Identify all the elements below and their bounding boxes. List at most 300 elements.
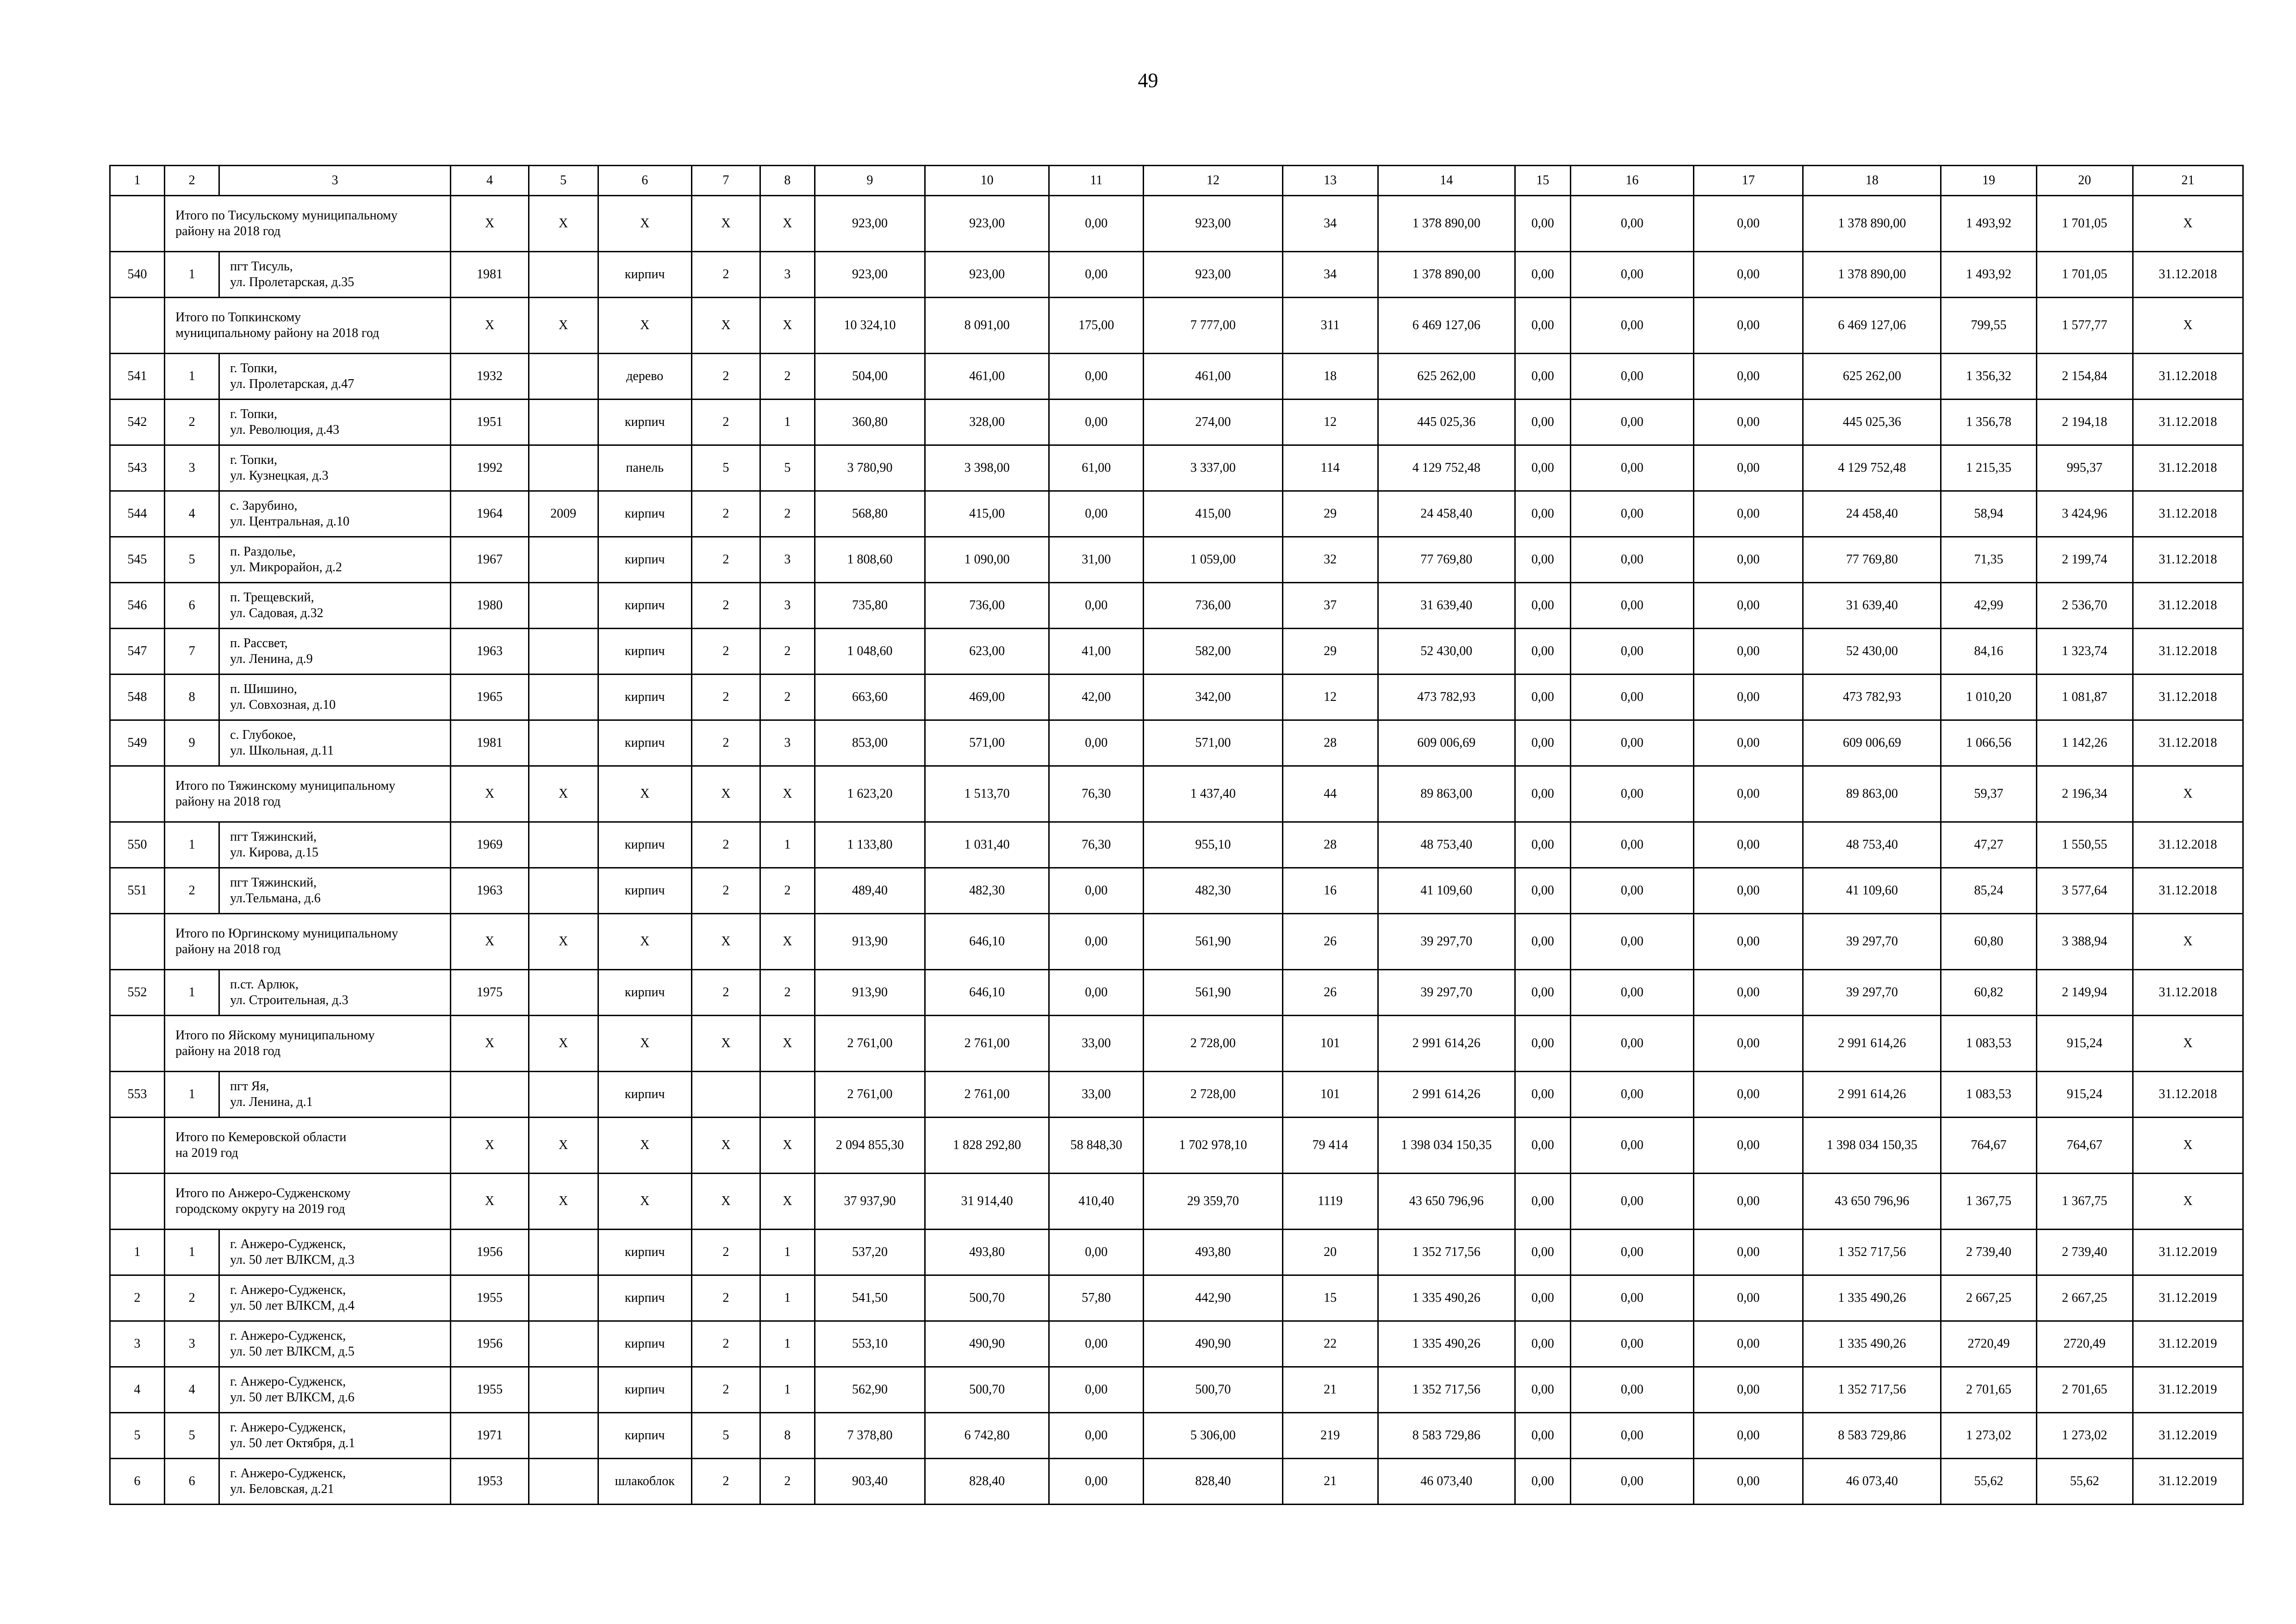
table-cell (760, 1072, 815, 1118)
table-cell: 77 769,80 (1378, 537, 1515, 583)
table-cell: 0,00 (1515, 298, 1570, 354)
table-cell: X (760, 1174, 815, 1230)
table-cell (529, 1413, 598, 1459)
table-cell: кирпич (598, 868, 691, 914)
table-cell: 1 356,78 (1941, 400, 2036, 445)
table-cell: 46 073,40 (1803, 1459, 1941, 1505)
table-cell: 58 848,30 (1049, 1118, 1144, 1174)
table-cell: X (451, 298, 529, 354)
table-cell: 1 059,00 (1144, 537, 1282, 583)
table-cell: 0,00 (1694, 1174, 1803, 1230)
row-number-cell: 550 (110, 822, 165, 868)
table-cell: 0,00 (1570, 1275, 1693, 1321)
table-cell: X (760, 1118, 815, 1174)
table-row (110, 400, 2243, 445)
table-cell: 541,50 (815, 1275, 925, 1321)
local-number-cell: 1 (165, 822, 219, 868)
table-cell: 2 536,70 (2036, 583, 2133, 629)
table-cell: 31.12.2018 (2133, 675, 2243, 720)
table-cell: 0,00 (1694, 1459, 1803, 1505)
table-cell: 2 (691, 675, 760, 720)
table-cell: 561,90 (1144, 914, 1282, 970)
table-cell: 2 701,65 (2036, 1367, 2133, 1413)
table-cell: 274,00 (1144, 400, 1282, 445)
subtotal-row (110, 196, 2243, 252)
column-number-header: 18 (1803, 166, 1941, 196)
table-cell: 2 667,25 (2036, 1275, 2133, 1321)
table-cell: 0,00 (1515, 583, 1570, 629)
table-cell: 12 (1282, 675, 1378, 720)
table-cell: 1 142,26 (2036, 720, 2133, 766)
table-cell: X (529, 914, 598, 970)
table-cell: X (691, 1174, 760, 1230)
table-cell: 1 323,74 (2036, 629, 2133, 675)
table-cell: 0,00 (1515, 1016, 1570, 1072)
table-cell: 0,00 (1570, 491, 1693, 537)
table-cell: 3 337,00 (1144, 445, 1282, 491)
table-cell: шлакоблок (598, 1459, 691, 1505)
table-cell: 0,00 (1515, 1459, 1570, 1505)
address-cell: с. Глубокое, ул. Школьная, д.11 (219, 720, 451, 766)
table-cell: кирпич (598, 1413, 691, 1459)
subtotal-row (110, 766, 2243, 822)
table-cell: 0,00 (1515, 629, 1570, 675)
table-cell: 1 273,02 (1941, 1413, 2036, 1459)
column-number-header: 5 (529, 166, 598, 196)
row-number-cell (110, 1016, 165, 1072)
table-cell: 1 623,20 (815, 766, 925, 822)
table-cell: 8 (760, 1413, 815, 1459)
row-number-cell: 2 (110, 1275, 165, 1321)
table-cell: 1 081,87 (2036, 675, 2133, 720)
table-cell: 57,80 (1049, 1275, 1144, 1321)
table-row (110, 1459, 2243, 1505)
table-cell: 1 352 717,56 (1378, 1230, 1515, 1275)
table-cell: 34 (1282, 196, 1378, 252)
table-cell: 571,00 (925, 720, 1049, 766)
table-cell: X (451, 766, 529, 822)
table-cell: 0,00 (1694, 766, 1803, 822)
table-cell: 482,30 (925, 868, 1049, 914)
table-cell: 31.12.2018 (2133, 445, 2243, 491)
table-cell: 59,37 (1941, 766, 2036, 822)
table-cell: 0,00 (1570, 868, 1693, 914)
table-cell: 360,80 (815, 400, 925, 445)
table-cell: кирпич (598, 400, 691, 445)
table-cell: 736,00 (1144, 583, 1282, 629)
table-cell: 31.12.2019 (2133, 1413, 2243, 1459)
table-row (110, 1367, 2243, 1413)
table-cell: X (691, 914, 760, 970)
table-cell: 31.12.2019 (2133, 1367, 2243, 1413)
address-cell: п. Трещевский, ул. Садовая, д.32 (219, 583, 451, 629)
table-cell: 1 335 490,26 (1803, 1275, 1941, 1321)
table-cell: 60,80 (1941, 914, 2036, 970)
table-cell: 2 991 614,26 (1803, 1072, 1941, 1118)
table-cell: 79 414 (1282, 1118, 1378, 1174)
row-number-cell: 547 (110, 629, 165, 675)
table-cell: 493,80 (925, 1230, 1049, 1275)
local-number-cell: 6 (165, 1459, 219, 1505)
table-cell: 1955 (451, 1275, 529, 1321)
local-number-cell: 1 (165, 970, 219, 1016)
table-cell: 0,00 (1515, 1413, 1570, 1459)
table-cell: 31,00 (1049, 537, 1144, 583)
table-cell: 0,00 (1570, 970, 1693, 1016)
table-cell: 0,00 (1515, 868, 1570, 914)
table-cell: 0,00 (1694, 252, 1803, 298)
table-cell: дерево (598, 354, 691, 400)
table-cell: 2 991 614,26 (1378, 1016, 1515, 1072)
table-cell: 1 367,75 (2036, 1174, 2133, 1230)
table-cell: X (760, 914, 815, 970)
table-cell: 1 378 890,00 (1803, 252, 1941, 298)
table-cell: 7 777,00 (1144, 298, 1282, 354)
subtotal-row (110, 1016, 2243, 1072)
subtotal-label: Итого по Яйскому муниципальному району на 2018 год (165, 1016, 451, 1072)
table-cell: 537,20 (815, 1230, 925, 1275)
table-cell: 0,00 (1694, 720, 1803, 766)
table-row (110, 675, 2243, 720)
table-cell: 646,10 (925, 914, 1049, 970)
table-cell: 21 (1282, 1367, 1378, 1413)
table-cell: 2 (691, 537, 760, 583)
table-cell: 55,62 (1941, 1459, 2036, 1505)
local-number-cell: 4 (165, 491, 219, 537)
table-cell: X (2133, 196, 2243, 252)
column-number-header: 20 (2036, 166, 2133, 196)
table-cell: 663,60 (815, 675, 925, 720)
column-number-header: 17 (1694, 166, 1803, 196)
table-cell: кирпич (598, 1230, 691, 1275)
table-cell: 28 (1282, 822, 1378, 868)
table-cell: 0,00 (1515, 1321, 1570, 1367)
table-cell: кирпич (598, 1367, 691, 1413)
table-cell: 2 (760, 868, 815, 914)
table-cell: 0,00 (1694, 1072, 1803, 1118)
table-cell: X (760, 1016, 815, 1072)
table-cell: 1 273,02 (2036, 1413, 2133, 1459)
table-cell: 20 (1282, 1230, 1378, 1275)
table-cell: 1963 (451, 868, 529, 914)
table-cell: 0,00 (1049, 868, 1144, 914)
table-cell: 0,00 (1694, 822, 1803, 868)
column-number-header: 4 (451, 166, 529, 196)
table-cell: 1 335 490,26 (1803, 1321, 1941, 1367)
table-cell: X (529, 196, 598, 252)
table-cell: 3 388,94 (2036, 914, 2133, 970)
local-number-cell: 1 (165, 252, 219, 298)
table-cell: 582,00 (1144, 629, 1282, 675)
table-cell: кирпич (598, 629, 691, 675)
table-cell: 31 639,40 (1803, 583, 1941, 629)
table-cell: 31.12.2019 (2133, 1230, 2243, 1275)
table-cell: 1 (760, 1275, 815, 1321)
table-cell: 2009 (529, 491, 598, 537)
table-cell: X (451, 914, 529, 970)
local-number-cell: 7 (165, 629, 219, 675)
row-number-cell (110, 766, 165, 822)
row-number-cell: 5 (110, 1413, 165, 1459)
table-cell: 58,94 (1941, 491, 2036, 537)
table-cell: 29 (1282, 629, 1378, 675)
table-cell: 24 458,40 (1378, 491, 1515, 537)
table-cell: 48 753,40 (1803, 822, 1941, 868)
table-cell: 2 094 855,30 (815, 1118, 925, 1174)
table-cell: 799,55 (1941, 298, 2036, 354)
table-cell: 1 083,53 (1941, 1072, 2036, 1118)
table-cell: 923,00 (815, 196, 925, 252)
table-cell: 31 639,40 (1378, 583, 1515, 629)
table-cell: 0,00 (1515, 1072, 1570, 1118)
table-cell: 0,00 (1694, 445, 1803, 491)
table-cell: кирпич (598, 1321, 691, 1367)
table-cell: 490,90 (925, 1321, 1049, 1367)
table-cell (691, 1072, 760, 1118)
table-cell: 0,00 (1694, 868, 1803, 914)
table-cell: 2 (760, 354, 815, 400)
table-cell: 482,30 (1144, 868, 1282, 914)
column-number-header: 8 (760, 166, 815, 196)
table-cell: 489,40 (815, 868, 925, 914)
table-cell (529, 1459, 598, 1505)
table-cell: X (598, 1118, 691, 1174)
table-cell: 0,00 (1570, 354, 1693, 400)
table-cell: 1 378 890,00 (1378, 196, 1515, 252)
table-cell: X (451, 1016, 529, 1072)
table-cell: X (598, 1174, 691, 1230)
table-cell (529, 354, 598, 400)
table-cell: 0,00 (1049, 491, 1144, 537)
table-cell: 3 577,64 (2036, 868, 2133, 914)
table-cell: 461,00 (925, 354, 1049, 400)
table-cell: X (598, 298, 691, 354)
table-row (110, 537, 2243, 583)
table-cell: 0,00 (1049, 400, 1144, 445)
table-cell: 913,90 (815, 970, 925, 1016)
table-cell: 10 324,10 (815, 298, 925, 354)
table-cell: X (691, 1016, 760, 1072)
table-cell: 1 066,56 (1941, 720, 2036, 766)
table-cell: 1956 (451, 1321, 529, 1367)
address-cell: г. Анжеро-Судженск, ул. 50 лет ВЛКСМ, д.5 (219, 1321, 451, 1367)
table-cell: 0,00 (1694, 583, 1803, 629)
column-number-header: 1 (110, 166, 165, 196)
table-cell: 3 780,90 (815, 445, 925, 491)
table-cell: 0,00 (1570, 196, 1693, 252)
table-cell: 915,24 (2036, 1016, 2133, 1072)
table-cell (529, 400, 598, 445)
table-cell: 0,00 (1049, 1413, 1144, 1459)
column-number-header: 11 (1049, 166, 1144, 196)
table-cell: X (2133, 1174, 2243, 1230)
table-cell: 0,00 (1515, 400, 1570, 445)
table-cell: 42,00 (1049, 675, 1144, 720)
table-cell: 2 199,74 (2036, 537, 2133, 583)
subtotal-row (110, 914, 2243, 970)
table-cell: 0,00 (1570, 583, 1693, 629)
table-cell: 52 430,00 (1378, 629, 1515, 675)
table-cell: 1 577,77 (2036, 298, 2133, 354)
table-cell: X (598, 914, 691, 970)
table-cell: 2 (691, 1275, 760, 1321)
table-cell: X (529, 1174, 598, 1230)
table-row (110, 868, 2243, 914)
table-cell: 623,00 (925, 629, 1049, 675)
table-row (110, 1230, 2243, 1275)
table-cell: 1 090,00 (925, 537, 1049, 583)
table-cell: 1 133,80 (815, 822, 925, 868)
table-cell: 0,00 (1694, 1321, 1803, 1367)
table-cell: 31.12.2019 (2133, 1459, 2243, 1505)
table-cell: 3 (760, 537, 815, 583)
table-cell: кирпич (598, 822, 691, 868)
table-cell: X (691, 766, 760, 822)
table-cell: 47,27 (1941, 822, 2036, 868)
row-number-cell: 545 (110, 537, 165, 583)
table-cell: 15 (1282, 1275, 1378, 1321)
table-cell: 39 297,70 (1803, 914, 1941, 970)
table-cell: 490,90 (1144, 1321, 1282, 1367)
table-cell: 76,30 (1049, 822, 1144, 868)
table-cell: 0,00 (1694, 1413, 1803, 1459)
table-cell: 31.12.2019 (2133, 1321, 2243, 1367)
row-number-cell: 4 (110, 1367, 165, 1413)
table-cell: 1981 (451, 720, 529, 766)
local-number-cell: 2 (165, 1275, 219, 1321)
table-cell: 0,00 (1570, 720, 1693, 766)
table-cell: 1953 (451, 1459, 529, 1505)
table-cell: 3 (760, 252, 815, 298)
table-cell (529, 445, 598, 491)
table-cell: 0,00 (1570, 298, 1693, 354)
table-cell (529, 720, 598, 766)
table-cell: 1980 (451, 583, 529, 629)
table-row (110, 822, 2243, 868)
table-cell: 33,00 (1049, 1072, 1144, 1118)
table-row (110, 720, 2243, 766)
table-cell: 923,00 (1144, 252, 1282, 298)
table-cell: 0,00 (1694, 1016, 1803, 1072)
table-cell: 504,00 (815, 354, 925, 400)
table-cell: 915,24 (2036, 1072, 2133, 1118)
table-cell: 0,00 (1570, 252, 1693, 298)
table-cell: 31 914,40 (925, 1174, 1049, 1230)
row-number-cell: 1 (110, 1230, 165, 1275)
column-number-header: 10 (925, 166, 1049, 196)
table-cell: 609 006,69 (1803, 720, 1941, 766)
table-cell: кирпич (598, 537, 691, 583)
table-cell: 1 083,53 (1941, 1016, 2036, 1072)
table-cell: 39 297,70 (1378, 914, 1515, 970)
table-cell: 0,00 (1049, 354, 1144, 400)
table-cell: 1 398 034 150,35 (1803, 1118, 1941, 1174)
table-cell: 1 701,05 (2036, 196, 2133, 252)
table-cell: 1 048,60 (815, 629, 925, 675)
table-cell: 2720,49 (1941, 1321, 2036, 1367)
row-number-cell: 544 (110, 491, 165, 537)
table-cell: кирпич (598, 970, 691, 1016)
table-cell: 0,00 (1515, 766, 1570, 822)
table-cell: 24 458,40 (1803, 491, 1941, 537)
table-cell: X (529, 766, 598, 822)
table-cell: 562,90 (815, 1367, 925, 1413)
table-cell: 2 (691, 822, 760, 868)
address-cell: г. Анжеро-Судженск, ул. 50 лет ВЛКСМ, д.3 (219, 1230, 451, 1275)
address-cell: п. Рассвет, ул. Ленина, д.9 (219, 629, 451, 675)
address-cell: г. Топки, ул. Кузнецкая, д.3 (219, 445, 451, 491)
table-cell: X (760, 298, 815, 354)
table-cell: 2 (691, 1459, 760, 1505)
table-cell: 0,00 (1515, 1174, 1570, 1230)
subtotal-label: Итого по Кемеровской области на 2019 год (165, 1118, 451, 1174)
table-cell: 1119 (1282, 1174, 1378, 1230)
table-row (110, 252, 2243, 298)
table-cell: 0,00 (1570, 1459, 1693, 1505)
table-cell: 26 (1282, 970, 1378, 1016)
table-cell: 568,80 (815, 491, 925, 537)
table-cell: кирпич (598, 720, 691, 766)
table-cell: 0,00 (1049, 970, 1144, 1016)
row-number-cell (110, 298, 165, 354)
table-cell: 101 (1282, 1072, 1378, 1118)
table-cell: 609 006,69 (1378, 720, 1515, 766)
table-cell: 5 (691, 1413, 760, 1459)
table-cell: 0,00 (1049, 252, 1144, 298)
row-number-cell: 540 (110, 252, 165, 298)
table-cell: 48 753,40 (1378, 822, 1515, 868)
table-cell: 31.12.2018 (2133, 868, 2243, 914)
local-number-cell: 1 (165, 1230, 219, 1275)
table-cell: 0,00 (1049, 1367, 1144, 1413)
table-cell: 8 091,00 (925, 298, 1049, 354)
table-cell: 39 297,70 (1378, 970, 1515, 1016)
table-cell: 0,00 (1515, 1118, 1570, 1174)
table-cell: 764,67 (2036, 1118, 2133, 1174)
table-cell: 995,37 (2036, 445, 2133, 491)
local-number-cell: 3 (165, 1321, 219, 1367)
table-cell: 52 430,00 (1803, 629, 1941, 675)
table-cell: 0,00 (1694, 298, 1803, 354)
address-cell: г. Анжеро-Судженск, ул. 50 лет ВЛКСМ, д.6 (219, 1367, 451, 1413)
table-cell: 0,00 (1049, 914, 1144, 970)
table-cell: 2 739,40 (1941, 1230, 2036, 1275)
table-cell: 16 (1282, 868, 1378, 914)
table-cell: 764,67 (1941, 1118, 2036, 1174)
table-cell: кирпич (598, 1072, 691, 1118)
table-cell (529, 822, 598, 868)
table-cell (451, 1072, 529, 1118)
table-cell (529, 252, 598, 298)
row-number-cell: 551 (110, 868, 165, 914)
table-cell: 34 (1282, 252, 1378, 298)
table-cell: 646,10 (925, 970, 1049, 1016)
table-cell: 500,70 (925, 1275, 1049, 1321)
table-cell: 0,00 (1515, 720, 1570, 766)
table-cell: 0,00 (1694, 970, 1803, 1016)
table-cell: 0,00 (1694, 537, 1803, 583)
table-cell: 736,00 (925, 583, 1049, 629)
table-cell: 0,00 (1570, 400, 1693, 445)
table-cell: 493,80 (1144, 1230, 1282, 1275)
table-cell: 0,00 (1049, 196, 1144, 252)
table-row (110, 445, 2243, 491)
address-cell: г. Анжеро-Судженск, ул. 50 лет ВЛКСМ, д.4 (219, 1275, 451, 1321)
table-cell (529, 868, 598, 914)
table-cell: 2 (691, 252, 760, 298)
table-cell: 0,00 (1570, 1174, 1693, 1230)
table-cell: 2720,49 (2036, 1321, 2133, 1367)
